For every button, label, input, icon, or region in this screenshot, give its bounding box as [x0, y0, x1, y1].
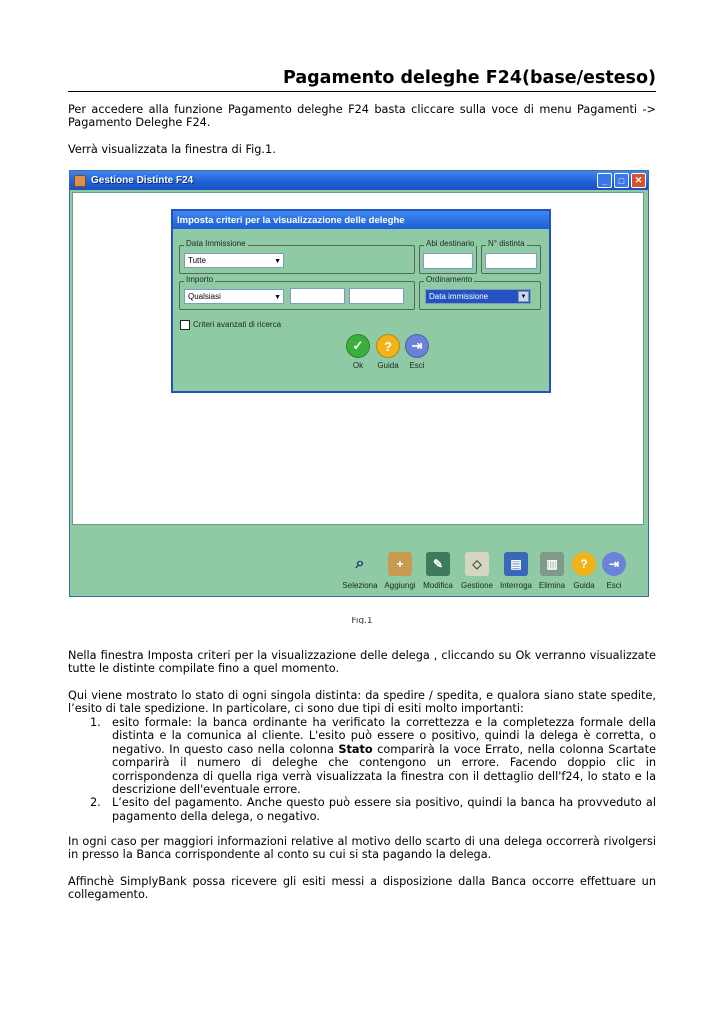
toolbar-seleziona-button[interactable]: ⌕ Seleziona	[340, 552, 380, 590]
toolbar-guida-button[interactable]: ? Guida	[564, 552, 604, 590]
group-ordinamento	[419, 275, 541, 310]
paragraph-4: Affinchè SimplyBank possa ricevere gli esiti messi a disposizione dalla Banca occorre effettuare un collegamento.	[68, 875, 656, 902]
esiti-list	[68, 716, 656, 823]
app-icon	[74, 175, 86, 187]
maximize-icon[interactable]: □	[614, 173, 629, 188]
group-importo	[179, 275, 415, 310]
toolbar-elimina-button[interactable]: ▥ Elimina	[532, 552, 572, 590]
folder-icon: ◇	[465, 552, 489, 576]
toolbar-aggiungi-button[interactable]: + Aggiungi	[380, 552, 420, 590]
guida-button[interactable]: ? Guida	[372, 334, 404, 370]
chevron-down-icon: ▼	[274, 294, 281, 301]
paragraph-1: Nella finestra Imposta criteri per la visualizzazione delle delega , cliccando su Ok verranno visualizzate tutte le distinte compilate fino a quel momento.	[68, 649, 656, 676]
page-title: Pagamento deleghe F24(base/esteso)	[68, 68, 656, 92]
check-icon: ✓	[346, 334, 370, 358]
importo-select[interactable]: Qualsiasi ▼	[184, 289, 284, 304]
esci-button[interactable]: ⇥ Esci	[401, 334, 433, 370]
paragraph-3: In ogni caso per maggiori informazioni relative al motivo dello scarto di una delega occorrerà rivolgersi in presso la Banca corrispondente al conto su cui si sta pagando la delega.	[68, 835, 656, 862]
edit-icon: ✎	[426, 552, 450, 576]
close-icon[interactable]: ✕	[631, 173, 646, 188]
importo-from-input[interactable]	[290, 288, 345, 304]
importo-to-input[interactable]	[349, 288, 404, 304]
group-nr-distinta	[481, 239, 541, 274]
screenshot-window	[69, 170, 649, 597]
help-icon: ?	[376, 334, 400, 358]
minimize-icon[interactable]: _	[597, 173, 612, 188]
intro-paragraph-2: Verrà visualizzata la finestra di Fig.1.	[68, 143, 276, 156]
group-data-label: Data Immissione	[186, 239, 246, 248]
advanced-criteria-label: Criteri avanzati di ricerca	[193, 320, 282, 329]
criteria-dialog	[171, 209, 551, 393]
binoculars-icon: ⌕	[355, 555, 365, 572]
group-data-immissione	[179, 239, 415, 274]
figure-caption: Fig.1	[351, 617, 373, 624]
toolbar-modifica-button[interactable]: ✎ Modifica	[418, 552, 458, 590]
nr-distinta-input[interactable]	[485, 253, 537, 269]
ordinamento-select[interactable]: Data immissione ▼	[425, 289, 531, 304]
trash-icon: ▥	[540, 552, 564, 576]
dialog-title: Imposta criteri per la visualizzazione delle deleghe	[173, 211, 549, 229]
toolbar-esci-button[interactable]: ⇥ Esci	[594, 552, 634, 590]
group-ordinamento-label: Ordinamento	[426, 275, 473, 284]
window-titlebar	[70, 171, 648, 190]
group-importo-label: Importo	[186, 275, 214, 284]
toolbar-interroga-button[interactable]: ▤ Interroga	[496, 552, 536, 590]
help-icon: ?	[572, 552, 596, 576]
group-abi	[419, 239, 477, 274]
list-item: 2. L’esito del pagamento. Anche questo può essere sia positivo, quindi la banca ha provveduto al pagamento della delega, o negativo.	[90, 796, 656, 823]
abi-input[interactable]	[423, 253, 473, 269]
group-abi-label: Abi destinario	[426, 239, 475, 248]
chevron-down-icon: ▼	[518, 291, 529, 302]
advanced-criteria-checkbox[interactable]	[180, 320, 190, 330]
window-title: Gestione Distinte F24	[91, 175, 194, 186]
data-immissione-select[interactable]: Tutte ▼	[184, 253, 284, 268]
group-nr-label: N° distinta	[488, 239, 525, 248]
printer-icon: +	[388, 552, 412, 576]
intro-paragraph: Per accedere alla funzione Pagamento deleghe F24 basta cliccare sulla voce di menu Pagamenti -> Pagamento Deleghe F24.	[68, 103, 656, 130]
paragraph-2: Qui viene mostrato lo stato di ogni singola distinta: da spedire / spedita, e qualora siano state spedite, l’esito di tale spedizione. In particolare, ci sono due tipi di esiti molto importanti:	[68, 689, 656, 716]
list-item: 1. esito formale: la banca ordinante ha verificato la correttezza e la completezza formale della distinta e la comunica al cliente. L'esito può essere o positivo, quindi la delega è corretta, o negativo. In questo caso nella colonna Stato comparirà la voce Errato, nella colonna Scartate comparirà il numero di deleghe che contengono un errore. Facendo doppio clic in corrispondenza di quella riga verrà visualizzata la finestra con il dettaglio dell'f24, lo stato e la descrizione dell'eventuale errore.	[90, 716, 656, 797]
chevron-down-icon: ▼	[274, 258, 281, 265]
toolbar-gestione-button[interactable]: ◇ Gestione	[457, 552, 497, 590]
query-icon: ▤	[504, 552, 528, 576]
ok-button[interactable]: ✓ Ok	[342, 334, 374, 370]
exit-icon: ⇥	[602, 552, 626, 576]
exit-icon: ⇥	[405, 334, 429, 358]
